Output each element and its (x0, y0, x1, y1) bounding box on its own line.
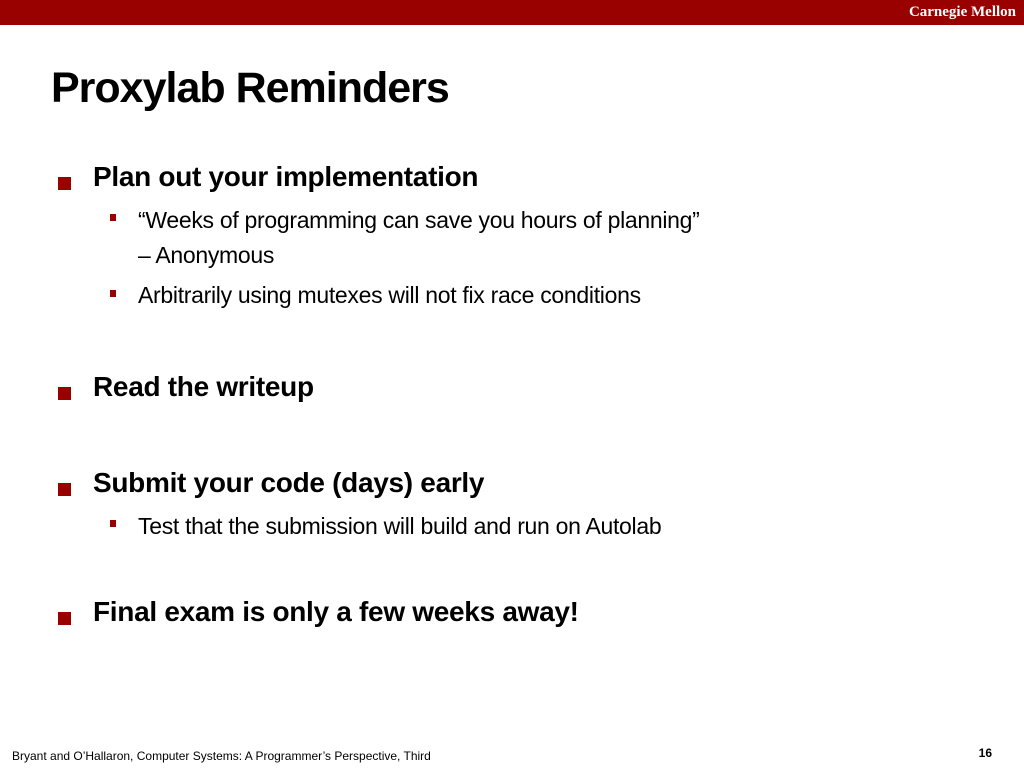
bullet-item: Submit your code (days) early (93, 467, 485, 498)
footer-citation: Bryant and O’Hallaron, Computer Systems: A Programmer’s Perspective, Third (12, 749, 431, 763)
bullet-square-icon (58, 612, 71, 625)
bullet-square-icon (58, 177, 71, 190)
brand-name: Carnegie Mellon (908, 4, 1016, 20)
sub-bullet-square-icon (110, 520, 116, 527)
bullet-item: Final exam is only a few weeks away! (93, 596, 579, 627)
sub-bullet-item: Arbitrarily using mutexes will not fix race conditions (138, 282, 641, 308)
sub-bullet-square-icon (110, 290, 116, 297)
slide-title: Proxylab Reminders (51, 64, 449, 112)
sub-bullet-square-icon (110, 214, 116, 221)
sub-bullet-item: “Weeks of programming can save you hours of planning” (138, 207, 700, 233)
page-number: 16 (978, 746, 992, 760)
bullet-square-icon (58, 387, 71, 400)
bullet-item: Plan out your implementation (93, 161, 479, 192)
sub-bullet-item-continuation: – Anonymous (138, 242, 275, 268)
sub-bullet-item: Test that the submission will build and run on Autolab (138, 513, 662, 539)
bullet-item: Read the writeup (93, 371, 314, 402)
bullet-square-icon (58, 483, 71, 496)
